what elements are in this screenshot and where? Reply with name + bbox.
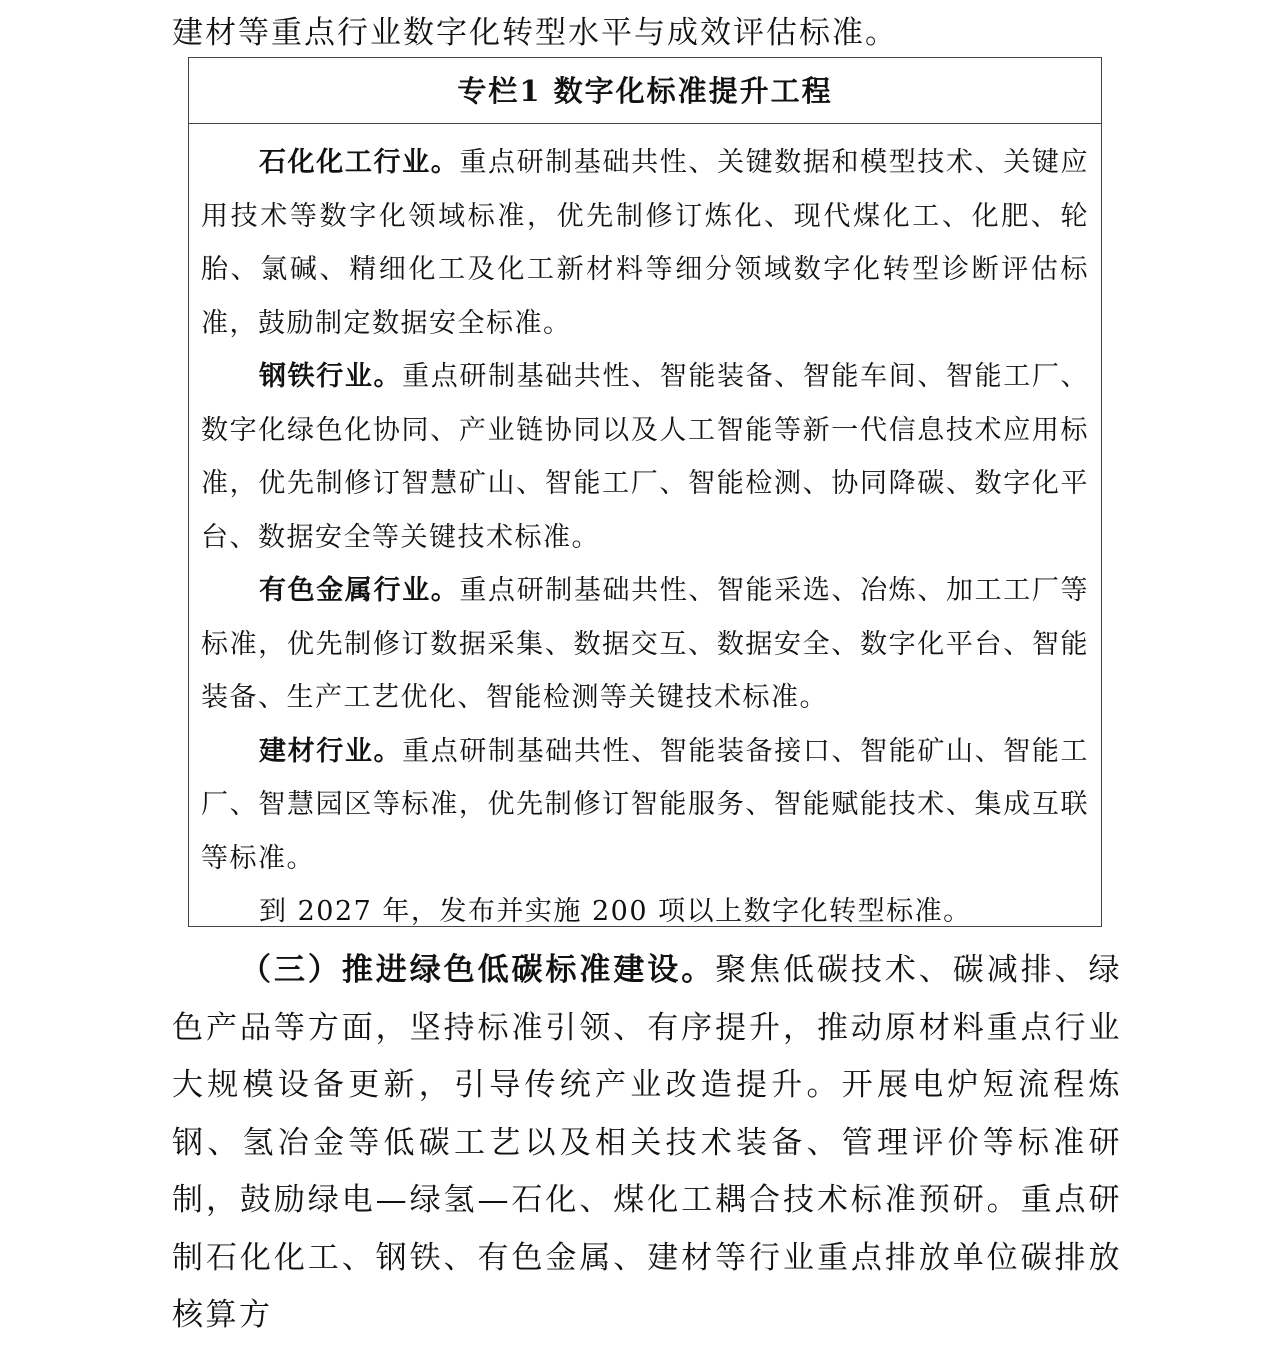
paragraph-heading: 建材行业。 (259, 735, 403, 767)
paragraph-heading: 石化化工行业。 (259, 147, 460, 178)
paragraph-building-materials (201, 725, 1089, 886)
paragraph-target-2027 (201, 885, 1089, 939)
paragraph-text: 到 2027 年，发布并实施 200 项以上数字化转型标准。 (259, 896, 972, 927)
intro-text: 建材等重点行业数字化转型水平与成效评估标准。 (172, 15, 898, 51)
paragraph-steel (201, 350, 1089, 564)
section-green-lowcarbon (172, 942, 1122, 1345)
paragraph-heading: 钢铁行业。 (259, 361, 403, 392)
paragraph-petrochemical (201, 136, 1089, 350)
column-box (188, 57, 1102, 927)
paragraph-nonferrous (201, 564, 1089, 725)
column-body (189, 124, 1101, 939)
column-title: 专栏1 数字化标准提升工程 (189, 58, 1101, 124)
paragraph-text: 重点研制基础共性、智能装备接口、智能矿山、智能工厂、智慧园区等标准，优先制修订智能服务、智能赋能技术、集成互联等标准。 (201, 735, 1089, 874)
paragraph-text: 重点研制基础共性、智能采选、冶炼、加工工厂等标准，优先制修订数据采集、数据交互、数据安全、数字化平台、智能装备、生产工艺优化、智能检测等关键技术标准。 (201, 575, 1089, 713)
paragraph-text: 重点研制基础共性、关键数据和模型技术、关键应用技术等数字化领域标准，优先制修订炼化、现代煤化工、化肥、轮胎、氯碱、精细化工及化工新材料等细分领域数字化转型诊断评估标准，鼓励制定数据安全标准。 (201, 147, 1089, 339)
paragraph-text: 重点研制基础共性、智能装备、智能车间、智能工厂、数字化绿色化协同、产业链协同以及人工智能等新一代信息技术应用标准，优先制修订智慧矿山、智能工厂、智能检测、协同降碳、数字化平台、数据安全等关键技术标准。 (201, 361, 1089, 553)
section-text: 聚焦低碳技术、碳减排、绿色产品等方面，坚持标准引领、有序提升，推动原材料重点行业大规模设备更新，引导传统产业改造提升。开展电炉短流程炼钢、氢冶金等低碳工艺以及相关技术装备、管理评价等标准研制，鼓励绿电—绿氢—石化、煤化工耦合技术标准预研。重点研制石化化工、钢铁、有色金属、建材等行业重点排放单位碳排放核算方 (172, 952, 1123, 1333)
paragraph-heading: 有色金属行业。 (259, 575, 460, 606)
section-heading: （三）推进绿色低碳标准建设。 (240, 952, 716, 988)
